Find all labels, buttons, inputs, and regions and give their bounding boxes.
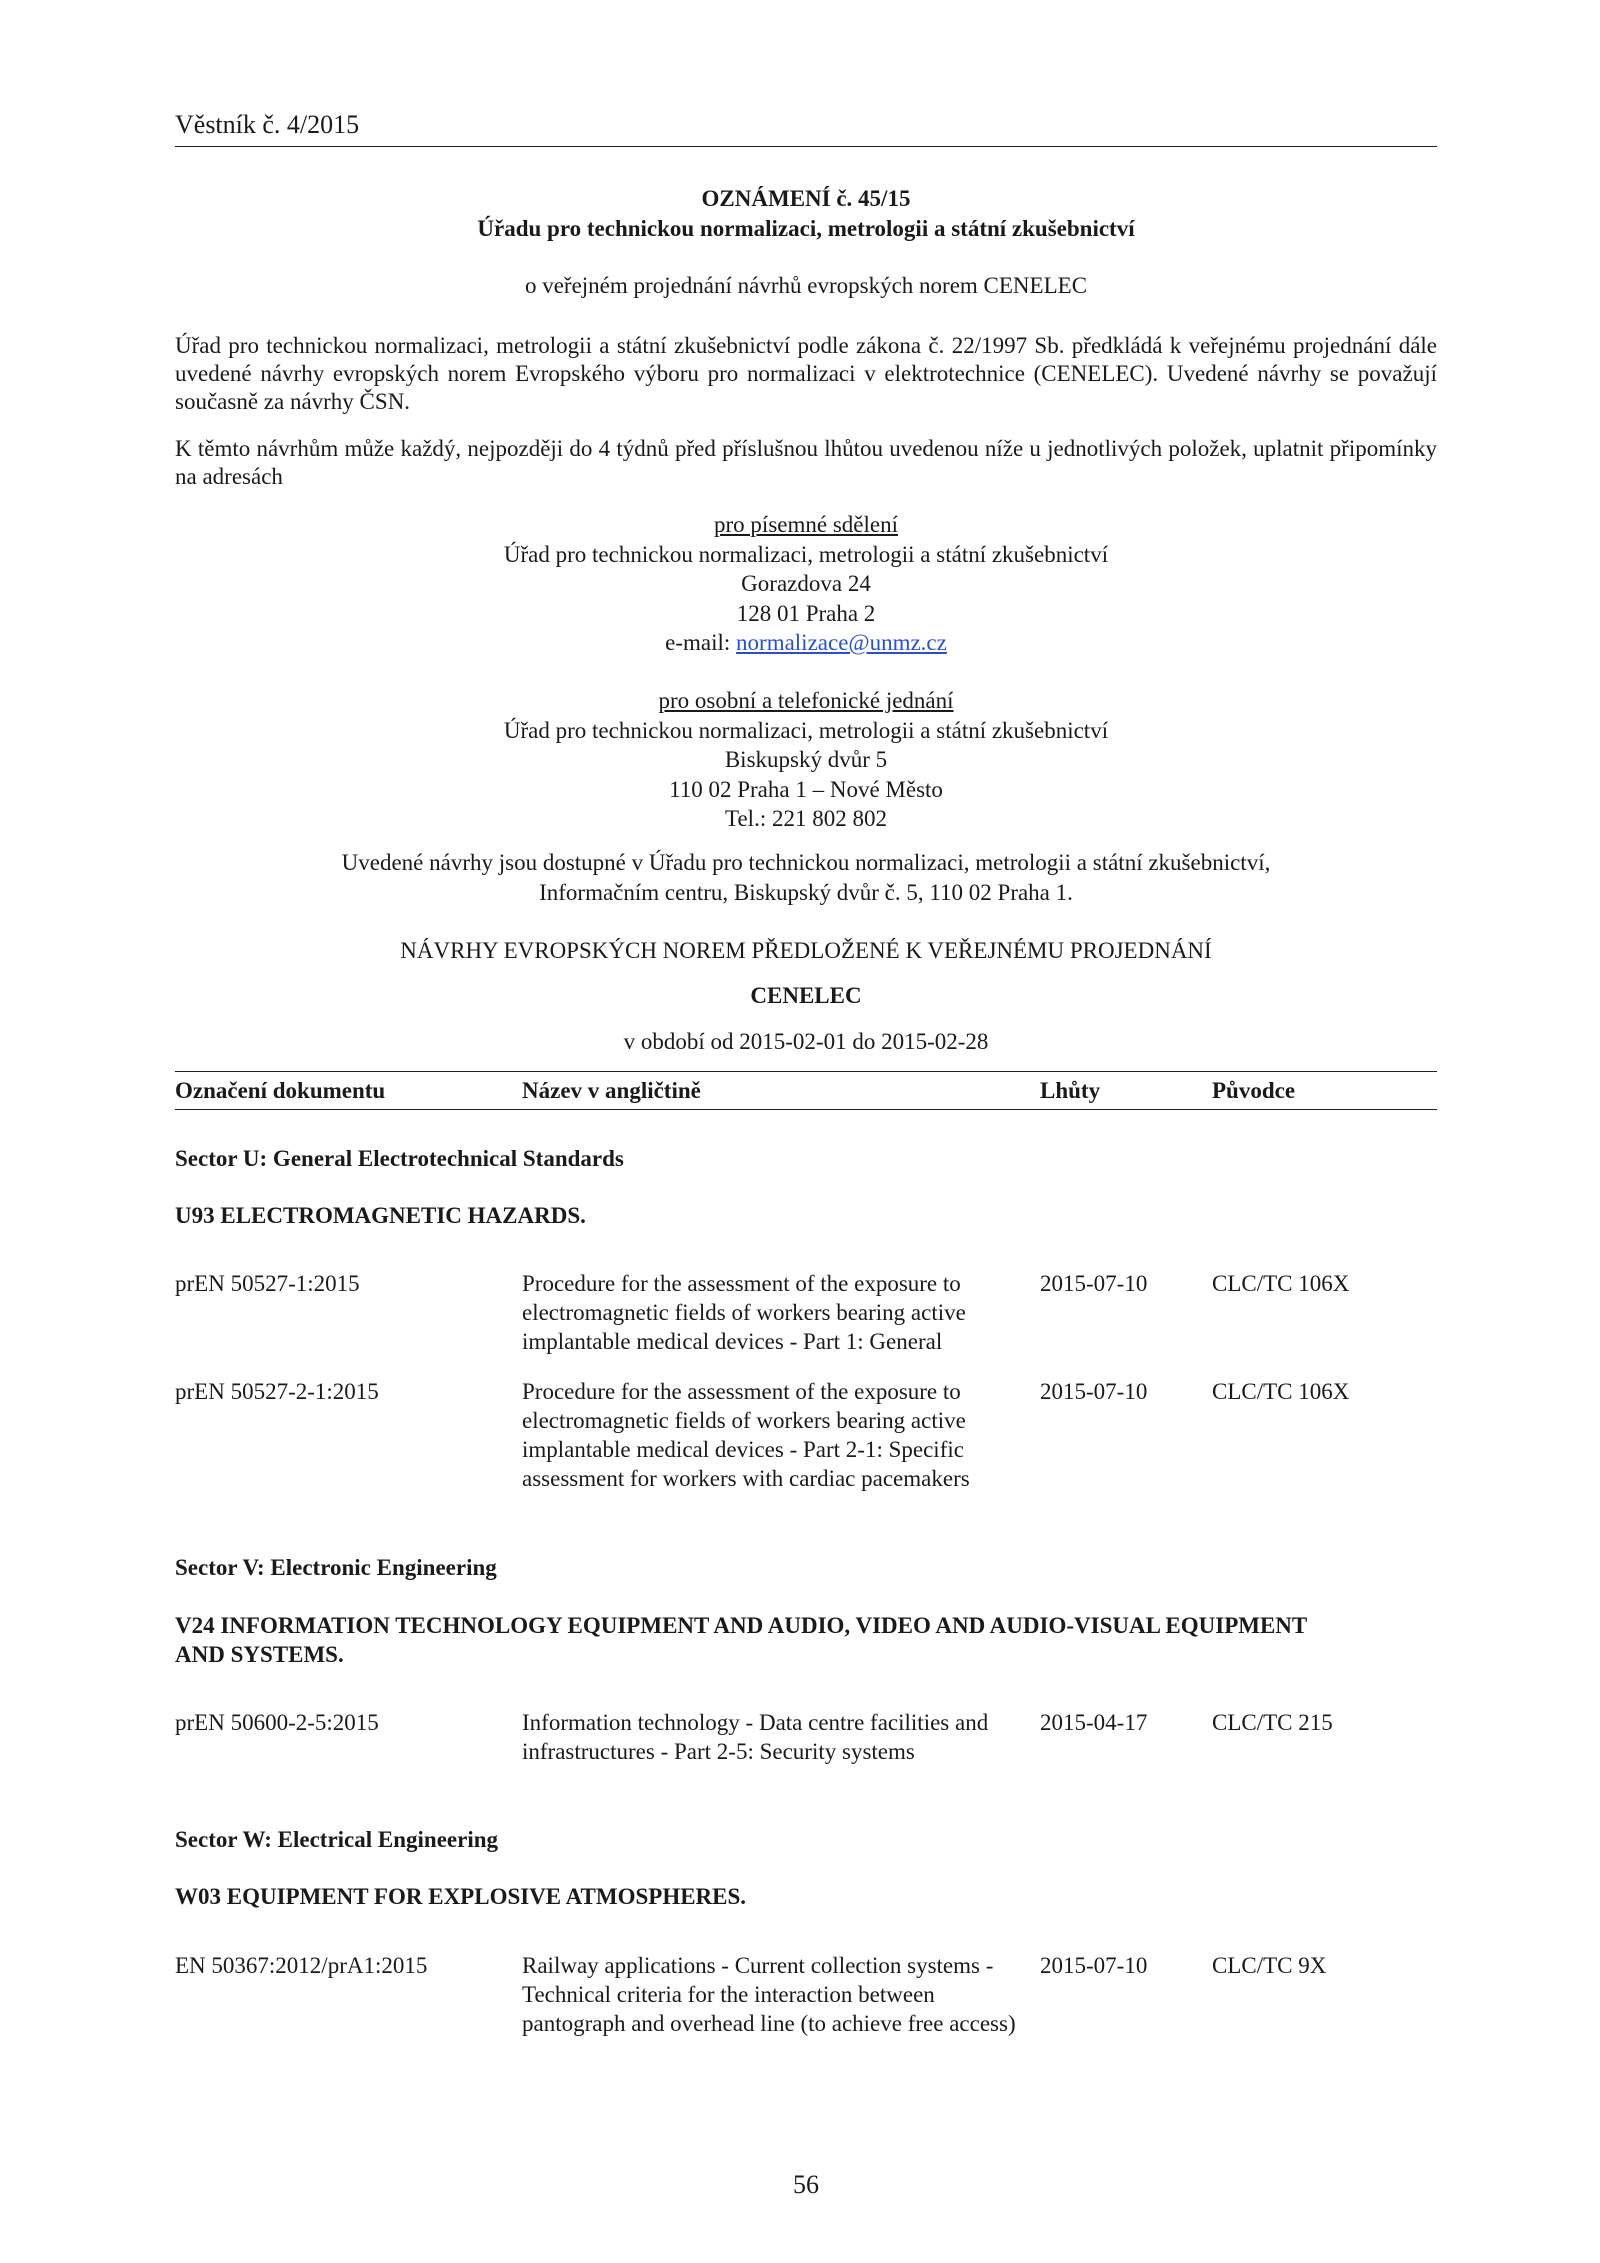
row-title: Information technology - Data centre facilities and infrastructures - Part 2-5: Security systems bbox=[522, 1710, 989, 1764]
row-document-id: prEN 50527-2-1:2015 bbox=[175, 1379, 379, 1404]
row-deadline: 2015-07-10 bbox=[1040, 1379, 1148, 1404]
personal-contact-street: Biskupský dvůr 5 bbox=[724, 747, 888, 772]
written-contact-city: 128 01 Praha 2 bbox=[736, 600, 876, 626]
sector-heading-v: Sector V: Electronic Engineering bbox=[175, 1555, 497, 1580]
written-contact-heading: pro písemné sdělení bbox=[714, 512, 898, 537]
table-top-rule bbox=[175, 1071, 1437, 1072]
page-number: 56 bbox=[793, 2170, 819, 2199]
sector-heading-u: Sector U: General Electrotechnical Standards bbox=[175, 1146, 624, 1171]
personal-contact-block bbox=[175, 686, 1437, 834]
email-link[interactable]: normalizace@unmz.cz bbox=[736, 630, 947, 655]
row-origin: CLC/TC 106X bbox=[1212, 1379, 1350, 1404]
intro-paragraph: Úřad pro technickou normalizaci, metrologii a státní zkušebnictví podle zákona č. 22/1997 Sb. předkládá k veřejnému projednání dále uvedené návrhy evropských norem Evropského výboru pro normalizaci v elektrotechnice (CENELEC). Uvedené návrhy se považují současně za návrhy ČSN. bbox=[175, 333, 1437, 414]
personal-contact-phone: Tel.: 221 802 802 bbox=[725, 806, 887, 831]
sector-heading-w: Sector W: Electrical Engineering bbox=[175, 1827, 499, 1852]
organization-name: CENELEC bbox=[750, 983, 862, 1008]
list-heading: NÁVRHY EVROPSKÝCH NOREM PŘEDLOŽENÉ K VEŘEJNÉMU PROJEDNÁNÍ bbox=[400, 938, 1212, 963]
row-document-id: prEN 50600-2-5:2015 bbox=[175, 1710, 379, 1735]
comments-paragraph: K těmto návrhům může každý, nejpozději do 4 týdnů před příslušnou lhůtou uvedenou níže u jednotlivých položek, uplatnit připomínky na adresách bbox=[175, 436, 1437, 489]
row-document-id: EN 50367:2012/prA1:2015 bbox=[175, 1953, 428, 1978]
column-header-origin: Původce bbox=[1212, 1078, 1296, 1103]
personal-contact-org: Úřad pro technickou normalizaci, metrologii a státní zkušebnictví bbox=[503, 717, 1109, 743]
availability-line-1: Uvedené návrhy jsou dostupné v Úřadu pro technickou normalizaci, metrologii a státní zkušebnictví, bbox=[341, 850, 1271, 875]
notice-subject: o veřejném projednání návrhů evropských norem CENELEC bbox=[524, 273, 1088, 298]
written-contact-street: Gorazdova 24 bbox=[741, 571, 871, 596]
availability-line-2: Informačním centru, Biskupský dvůr č. 5, 110 02 Praha 1. bbox=[539, 879, 1073, 905]
notice-title: OZNÁMENÍ č. 45/15 bbox=[701, 186, 911, 211]
group-heading-w03: W03 EQUIPMENT FOR EXPLOSIVE ATMOSPHERES. bbox=[175, 1884, 747, 1909]
period: v období od 2015-02-01 do 2015-02-28 bbox=[623, 1029, 989, 1054]
column-header-title: Název v angličtině bbox=[522, 1078, 701, 1103]
row-deadline: 2015-07-10 bbox=[1040, 1271, 1148, 1296]
email-label: e-mail: bbox=[665, 630, 737, 655]
column-header-document: Označení dokumentu bbox=[175, 1078, 386, 1103]
personal-contact-heading: pro osobní a telefonické jednání bbox=[658, 688, 954, 713]
personal-contact-city: 110 02 Praha 1 – Nové Město bbox=[669, 776, 943, 802]
row-deadline: 2015-07-10 bbox=[1040, 1953, 1148, 1978]
written-contact-email-line bbox=[175, 628, 1437, 658]
table-header-rule bbox=[175, 1109, 1437, 1110]
column-header-deadline: Lhůty bbox=[1040, 1078, 1101, 1103]
journal-header: Věstník č. 4/2015 bbox=[175, 110, 360, 139]
group-heading-u93: U93 ELECTROMAGNETIC HAZARDS. bbox=[175, 1203, 586, 1228]
group-heading-v24-line2: AND SYSTEMS. bbox=[175, 1642, 344, 1667]
row-origin: CLC/TC 106X bbox=[1212, 1271, 1350, 1296]
row-document-id: prEN 50527-1:2015 bbox=[175, 1271, 360, 1296]
written-contact-block bbox=[175, 510, 1437, 658]
header-rule bbox=[175, 146, 1437, 147]
availability-block bbox=[175, 848, 1437, 907]
row-title: Procedure for the assessment of the exposure to electromagnetic fields of workers bearing active implantable medical devices - Part 2-1: Specific assessment for workers with cardiac pacemakers bbox=[522, 1379, 970, 1491]
written-contact-org: Úřad pro technickou normalizaci, metrologii a státní zkušebnictví bbox=[503, 541, 1109, 567]
row-origin: CLC/TC 9X bbox=[1212, 1953, 1327, 1978]
notice-authority: Úřadu pro technickou normalizaci, metrologii a státní zkušebnictví bbox=[477, 216, 1135, 241]
row-origin: CLC/TC 215 bbox=[1212, 1710, 1333, 1735]
row-title: Railway applications - Current collection systems - Technical criteria for the interaction between pantograph and overhead line (to achieve free access) bbox=[522, 1953, 1016, 2036]
group-heading-v24-line1: V24 INFORMATION TECHNOLOGY EQUIPMENT AND AUDIO, VIDEO AND AUDIO-VISUAL EQUIPMENT bbox=[175, 1613, 1308, 1638]
row-deadline: 2015-04-17 bbox=[1040, 1710, 1148, 1735]
row-title: Procedure for the assessment of the exposure to electromagnetic fields of workers bearing active implantable medical devices - Part 1: General bbox=[522, 1271, 966, 1354]
